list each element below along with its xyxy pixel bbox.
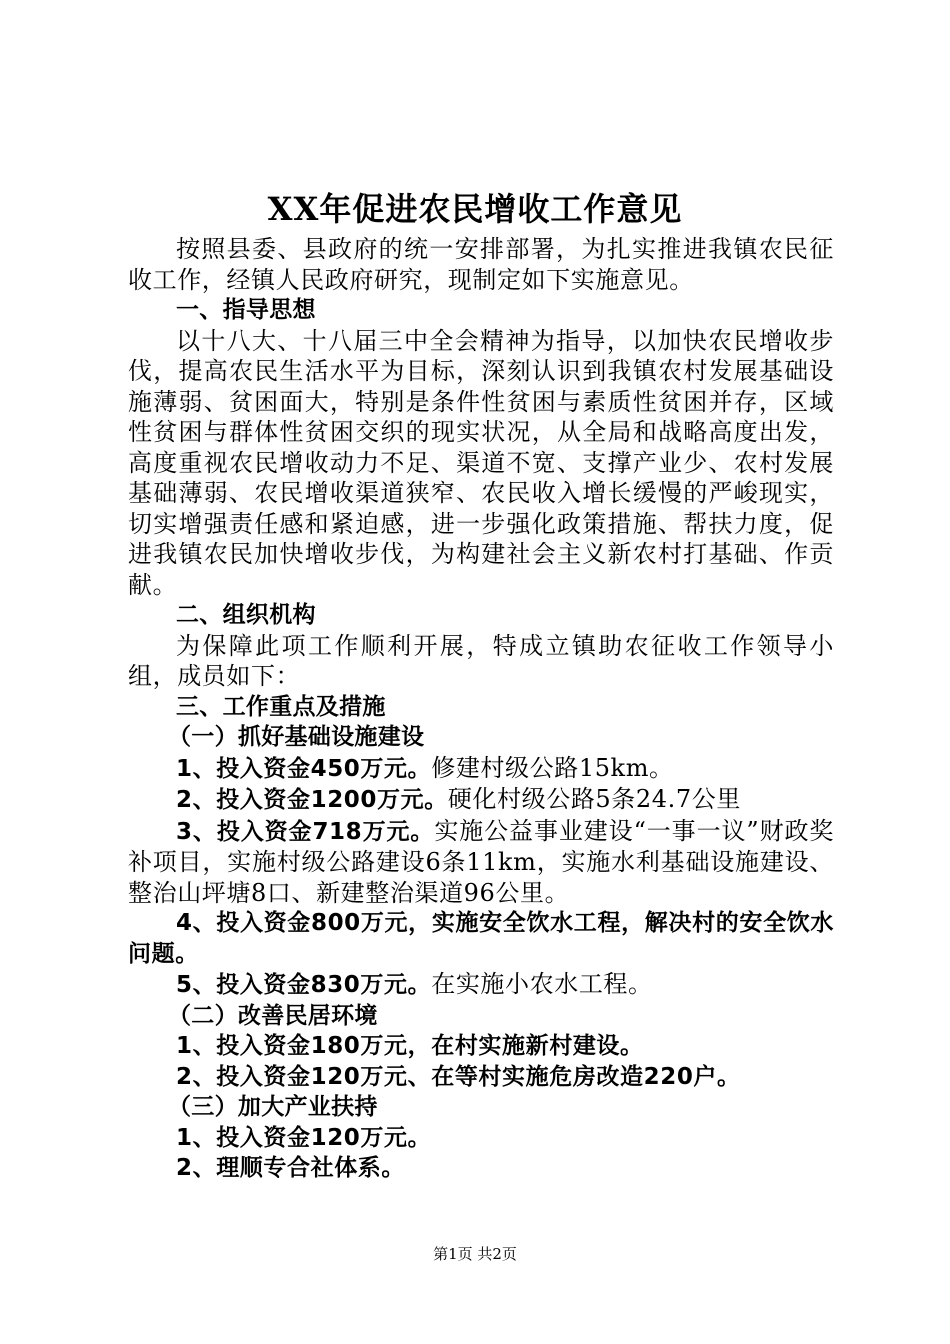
list-item: 1、投入资金180万元，在村实施新村建设。 (176, 1033, 644, 1059)
list-item (128, 816, 834, 909)
subsection-1-heading: （一）抓好基础设施建设 (168, 724, 425, 750)
subsection-2-heading: （二）改善民居环境 (168, 1002, 378, 1029)
item-rest: 修建村级公路15km。 (431, 753, 674, 782)
item-lead: 5、投入资金830万元。 (176, 972, 432, 998)
list-item: 1、投入资金120万元。 (176, 1124, 432, 1151)
section-3-heading: 三、工作重点及措施 (176, 693, 386, 720)
section-2-paragraph: 为保障此项工作顺利开展，特成立镇助农征收工作领导小组，成员如下： (128, 631, 834, 690)
item-rest: 硬化村级公路5条24.7公里 (447, 785, 741, 813)
item-rest: 在实施小农水工程。 (431, 970, 653, 998)
item-rest: 实施公益事业建设“一事一议”财政奖补项目，实施村级公路建设6条11km，实施水利基础设施建设、整治山坪塘8口、新建整治渠道96公里。 (128, 816, 834, 907)
subsection-3-heading: （三）加大产业扶持 (168, 1094, 378, 1120)
list-item: 2、投入资金120万元、在等村实施危房改造220户。 (176, 1063, 741, 1090)
item-lead: 3、投入资金718万元。 (176, 818, 435, 845)
section-2-heading: 二、组织机构 (176, 602, 316, 628)
list-item (128, 784, 834, 816)
list-item (128, 753, 834, 785)
section-1-paragraph: 以十八大、十八届三中全会精神为指导，以加快农民增收步伐，提高农民生活水平为目标，深刻认识到我镇农村发展基础设施薄弱、贫困面大，特别是条件性贫困与素质性贫困并存，区域性贫困与群体性贫困交织的现实状况，从全局和战略高度出发，高度重视农民增收动力不足、渠道不宽、支撑产业少、农村发展基础薄弱、农民增收渠道狭窄、农民收入增长缓慢的严峻现实，切实增强责任感和紧迫感，进一步强化政策措施、帮扶力度，促进我镇农民加快增收步伐，为构建社会主义新农村打基础、作贡献。 (128, 326, 834, 599)
page-footer: 第1页 共2页 (433, 1245, 517, 1263)
list-item: 4、投入资金800万元，实施安全饮水工程，解决村的安全饮水问题。 (128, 910, 834, 967)
list-item: 2、理顺专合社体系。 (176, 1155, 406, 1181)
section-1-heading: 一、指导思想 (176, 297, 316, 323)
document-title: XX年促进农民增收工作意见 (267, 190, 683, 228)
document-body (128, 234, 834, 1184)
intro-paragraph: 按照县委、县政府的统一安排部署，为扎实推进我镇农民征收工作，经镇人民政府研究，现制定如下实施意见。 (128, 235, 834, 294)
list-item (128, 969, 834, 1001)
item-lead: 2、投入资金1200万元。 (176, 787, 448, 813)
item-lead: 1、投入资金450万元。 (176, 755, 432, 782)
